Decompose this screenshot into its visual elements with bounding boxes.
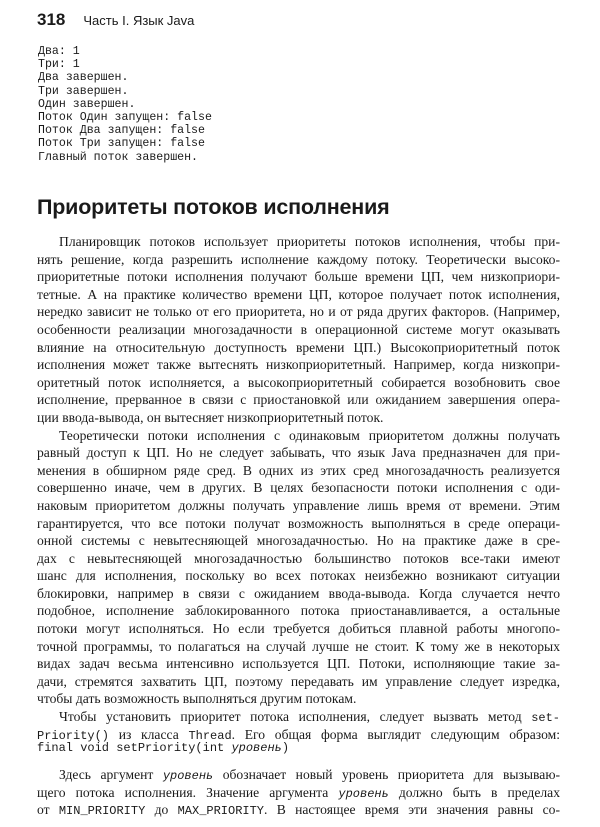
section-title: Приоритеты потоков исполнения [37,195,390,219]
text-line: онной системы с невытесняющей многозадачностью. Но на практике даже в сре- [37,533,560,549]
text-fragment: Здесь аргумент [59,767,163,782]
output-line: Два завершен. [38,71,129,85]
running-head: Часть I. Язык Java [83,13,195,28]
text-fragment: обозначает новый уровень приоритета для вызываю- [213,767,561,782]
paragraph-4 [37,766,560,819]
inline-code: уровень [338,786,389,801]
page-number: 318 [37,10,66,29]
program-output [38,45,578,164]
page-header [37,10,194,34]
text-line [37,708,560,726]
text-line: гарантируется, что все потоки получат возможность выполняться в среде операци- [37,515,560,531]
output-line: Два: 1 [38,45,80,58]
inline-code: Thread [188,728,232,743]
output-line: Три завершен. [38,84,129,98]
inline-code: уровень [162,769,214,783]
text-line: потоки могут исполняться. Но если требуется добиться плавной работы многопо- [37,621,560,637]
text-fragment: должно быть в пределах [388,784,560,800]
text-line: Теоретически потоки исполнения с одинаковым приоритетом должны получать [59,427,560,443]
output-line: Поток Три запущен: false [38,137,205,151]
text-line: наковым приоритетом должны получать управление лишь время от времени. Этим [37,497,560,513]
output-line: Поток Один запущен: false [38,110,212,124]
text-line: совершенно иначе, чем в других. В целях безопасности потоки исполнения с оди- [37,480,560,496]
text-fragment: до [145,802,178,818]
text-line: чтобы дать возможность выполняться другим потокам. [37,691,357,707]
text-line: точной программы, то полагаться на случай лучше не стоит. К тому же в некоторых [37,638,560,654]
code-fragment: ) [281,741,290,755]
output-line: Три: 1 [38,58,80,72]
code-statement [37,741,289,755]
output-line: Поток Два запущен: false [38,124,205,138]
inline-code: MIN_PRIORITY [58,804,146,819]
text-fragment: щего потока исполнения. Значение аргумента [37,784,339,800]
text-line: ции ввода-вывода, он вытесняет низкоприоритетный поток. [37,409,384,425]
text-line: шанс для исполнения, поскольку во всех потоках неизбежно возникают ситуации [37,568,560,584]
text-line [37,766,560,784]
text-line: равный доступ к ЦП. Но не следует забывать, что язык Java предназначен для при- [37,445,560,461]
text-line [37,801,560,819]
paragraph-1 [37,233,560,743]
output-line: Один завершен. [38,97,136,111]
text-line: особенности реализации многозадачности в операционной системе могут оказывать [37,321,560,337]
code-fragment: final void setPriority(int [37,741,232,755]
inline-code: set- [531,711,560,726]
text-line: оритетный поток исполняется, а высокоприоритетный собирается возобновить свое [37,374,560,390]
text-line: менения в обширном ряде сред. В одних из этих сред многозадачность реализуется [37,462,560,478]
text-line: видах задач весьма интенсивно используется ЦП. Потоки, исполняющие такие за- [37,656,560,672]
output-line: Главный поток завершен. [38,150,199,164]
text-line: дах с невытесняющей многозадачностью большинство потоков все-таки имеют [37,550,560,566]
inline-code: MAX_PRIORITY [177,804,265,819]
text-fragment: из класса [109,726,189,742]
text-line: подобное, исполнение заблокированного потока приостанавливается, а остальные [37,603,560,619]
text-line: влияние на относительную доступность времени ЦП.) Высокоприоритетный поток [37,339,560,355]
text-line: тетные. А на практике количество времени ЦП, которое получает поток исполнения, [37,286,560,302]
text-line: блокировки, например в связи с ожиданием ввода-вывода. Когда случается нечто [37,585,560,601]
code-param: уровень [231,741,282,755]
text-line: Планировщик потоков использует приоритеты потоков исполнения, чтобы при- [59,234,560,249]
text-line: исполнения может также вытеснять низкоприоритетный. Например, когда низкопри- [37,357,560,373]
text-line: дачи, стремятся захватить ЦП, поэтому передавать им управление следует изредка, [37,673,560,689]
text-line: нередко зависит не только от его приоритета, но и от ряда других факторов. (Например, [37,304,560,320]
text-line: приоритетные потоки исполнения получают больше времени ЦП, чем низкоприори- [37,269,560,285]
inline-code: Priority() [37,728,110,743]
text-line: исполнение, прерванное в связи с приостановкой или ожиданием завершения опера- [37,392,560,408]
text-fragment: Чтобы установить приоритет потока исполнения, следует вызвать метод [59,709,532,725]
text-fragment: от [37,802,59,818]
text-line: нять решение, когда разрешить исполнение каждому потоку. Теоретически высоко- [37,251,560,267]
text-fragment: . В настоящее время эти значения равны со- [264,802,560,818]
text-fragment: . Его общая форма выглядит следующим образом: [231,726,560,742]
text-line [37,784,560,802]
